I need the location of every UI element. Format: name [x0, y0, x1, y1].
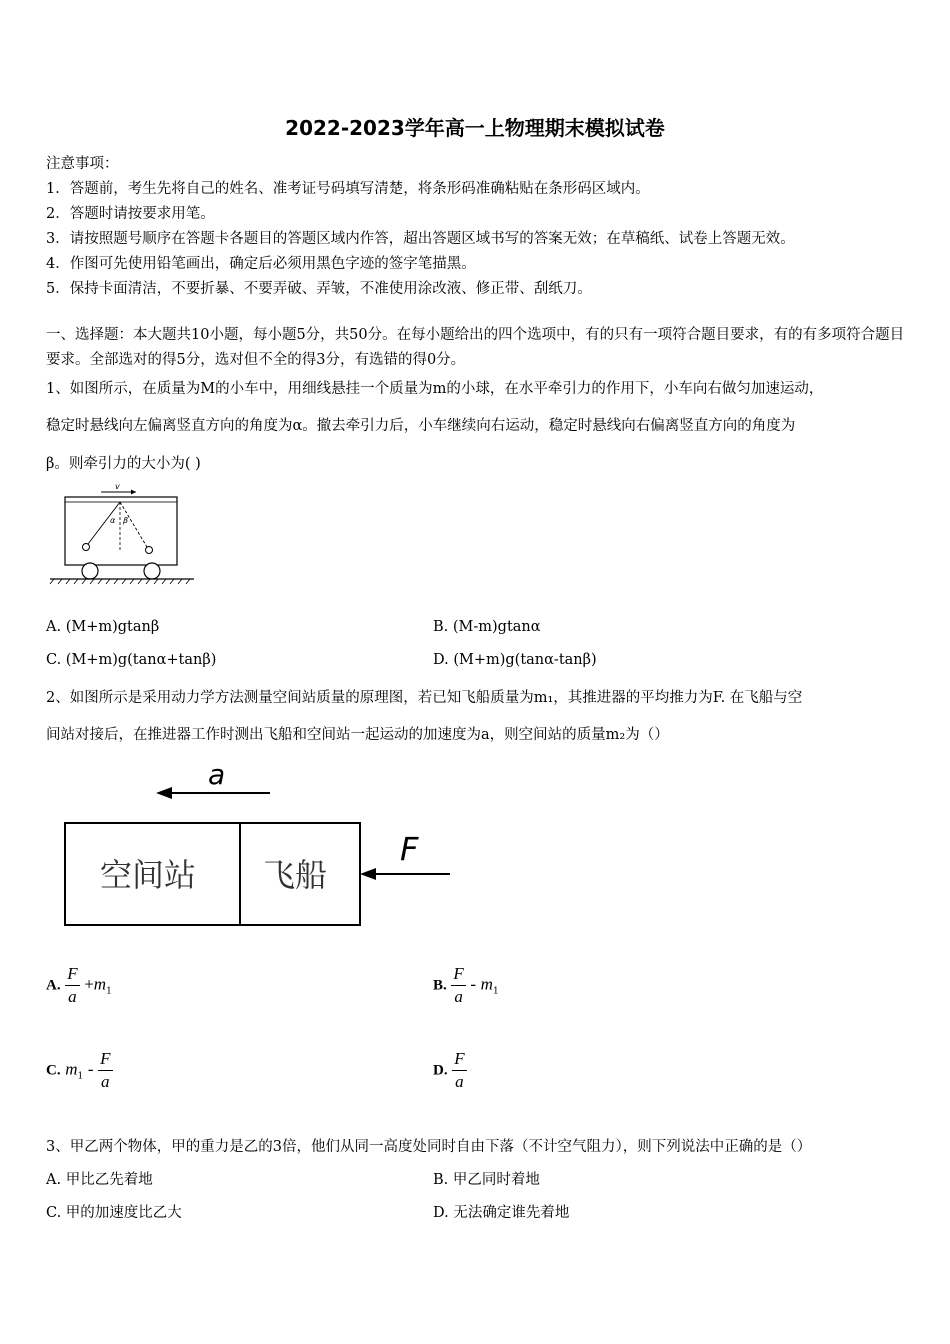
q1-text-line2: 稳定时悬线向左偏离竖直方向的角度为α。撤去牵引力后，小车继续向右运动，稳定时悬线向右偏离竖直方向的角度为: [46, 418, 796, 434]
beta-label: β: [123, 516, 129, 525]
q2-spacecraft-figure: [60, 760, 460, 930]
q1-text-line1: 1、如图所示，在质量为M的小车中，用细线悬挂一个质量为m的小球，在水平牵引力的作用下，小车向右做匀加速运动，: [46, 381, 824, 397]
notice-item: 4．作图可先使用铅笔画出，确定后必须用黑色字迹的签字笔描黑。: [46, 256, 476, 272]
q3-option-d[interactable]: D. 无法确定谁先着地: [433, 1205, 570, 1221]
force-label: F: [400, 830, 419, 868]
section-instructions: 一、选择题：本大题共10小题，每小题5分，共50分。在每小题给出的四个选项中，有的只有一项符合题目要求，有的有多项符合题目要求。全部选对的得5分，选对但不全的得3分，有选错的得0分。: [46, 327, 905, 368]
q3-option-b[interactable]: B. 甲乙同时着地: [433, 1172, 540, 1188]
notice-item: 1．答题前，考生先将自己的姓名、准考证号码填写清楚，将条形码准确粘贴在条形码区域内。: [46, 181, 650, 197]
page-title: 2022-2023学年高一上物理期末模拟试卷: [285, 116, 665, 140]
alpha-label: α: [110, 516, 116, 525]
q2-text-line1: 2、如图所示是采用动力学方法测量空间站质量的原理图，若已知飞船质量为m₁，其推进器的平均推力为F. 在飞船与空: [46, 690, 803, 706]
notice-heading: 注意事项：: [46, 156, 119, 172]
q2-option-c[interactable]: C. $m_1$ - $\frac{F}{a}$: [46, 1049, 111, 1091]
velocity-label: v: [115, 482, 120, 491]
acceleration-label: a: [208, 760, 226, 791]
q3-option-c[interactable]: C. 甲的加速度比乙大: [46, 1205, 182, 1221]
q3-text: 3、甲乙两个物体，甲的重力是乙的3倍，他们从同一高度处同时自由下落（不计空气阻力），则下列说法中正确的是（）: [46, 1139, 812, 1155]
q1-text-line3: β。则牵引力的大小为( ): [46, 456, 201, 472]
q1-cart-figure: [46, 478, 196, 588]
q1-option-d[interactable]: D. (M+m)g(tanα-tanβ): [433, 652, 597, 668]
q2-option-b[interactable]: B. $\frac{F}{a}$ - $m_1$: [433, 964, 499, 1006]
station-label: 空间站: [100, 856, 197, 894]
q3-option-a[interactable]: A. 甲比乙先着地: [46, 1172, 153, 1188]
ship-label: 飞船: [263, 856, 328, 894]
q2-text-line2: 间站对接后，在推进器工作时测出飞船和空间站一起运动的加速度为a，则空间站的质量m₂为（）: [46, 727, 669, 743]
q1-option-c[interactable]: C. (M+m)g(tanα+tanβ): [46, 652, 217, 668]
notice-item: 5．保持卡面清洁，不要折暴、不要弄破、弄皱，不准使用涂改液、修正带、刮纸刀。: [46, 281, 592, 297]
q1-option-b[interactable]: B. (M-m)gtanα: [433, 619, 541, 635]
q2-option-d[interactable]: D. $\frac{F}{a}$: [433, 1049, 465, 1091]
q2-option-a[interactable]: A. $\frac{F}{a}$ $+m_1$: [46, 964, 112, 1006]
q1-option-a[interactable]: A. (M+m)gtanβ: [46, 619, 160, 635]
notice-item: 2．答题时请按要求用笔。: [46, 206, 215, 222]
notice-item: 3．请按照题号顺序在答题卡各题目的答题区域内作答，超出答题区域书写的答案无效；在草稿纸、试卷上答题无效。: [46, 231, 795, 247]
